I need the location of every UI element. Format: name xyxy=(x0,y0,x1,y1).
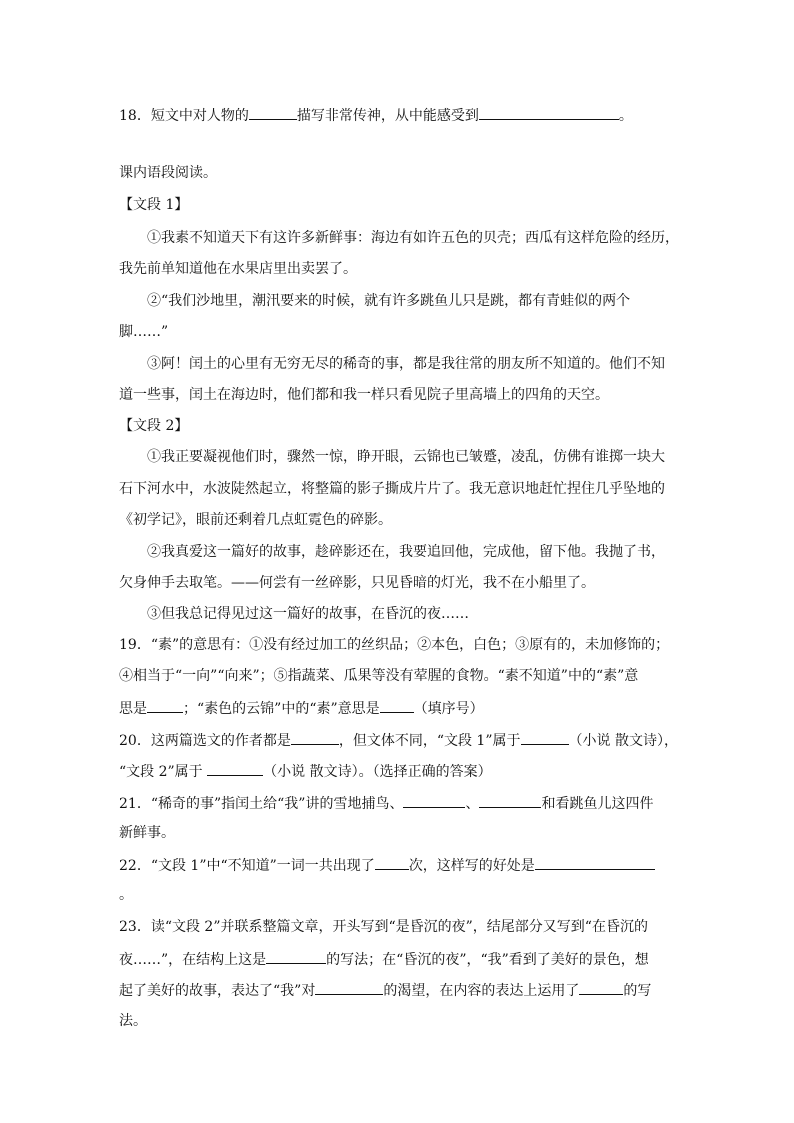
q19-blank-2[interactable] xyxy=(380,697,414,713)
q21-l1a: 21．“稀奇的事”指闰土给“我”讲的雪地捕鸟、 xyxy=(119,796,404,812)
q23-l3a: 起了美好的故事，表达了“我”对 xyxy=(119,983,316,999)
s1-p3-line1: ③阿！闰土的心里有无穷无尽的稀奇的事，都是我往常的朋友所不知道的。他们不知 xyxy=(147,356,665,372)
question-18 xyxy=(119,104,633,124)
q23-line4: 法。 xyxy=(119,1013,147,1029)
q22-line1 xyxy=(119,854,655,874)
q22-line2: 。 xyxy=(119,887,133,903)
q19-l3c: （填序号） xyxy=(413,701,484,717)
q22-l1b: 次，这样写的好处是 xyxy=(408,858,535,874)
q19-l3b: ；“素色的云锦”中的“素”意思是 xyxy=(183,701,380,717)
q21-l1b: 、 xyxy=(465,796,480,812)
q20-l2b: （小说 散文诗）。（选择正确的答案） xyxy=(263,764,492,780)
q23-blank-1[interactable] xyxy=(266,948,326,964)
section-1-heading: 【文段 1】 xyxy=(119,197,189,213)
q19-line1: 19．“素”的意思有：①没有经过加工的丝织品；②本色，白色；③原有的，未加修饰的； xyxy=(119,637,670,653)
q22-blank-2[interactable] xyxy=(535,854,655,870)
q23-blank-3[interactable] xyxy=(579,979,623,995)
s1-p2-line2: 脚……” xyxy=(119,324,169,340)
s2-p2-line1: ②我真爱这一篇好的故事，趁碎影还在，我要追回他，完成他，留下他。我抛了书， xyxy=(147,544,665,560)
q20-blank-3[interactable] xyxy=(207,760,263,776)
q19-l3a: 思是 xyxy=(119,701,147,717)
s1-p1-line2: 我先前单知道他在水果店里出卖罢了。 xyxy=(119,261,357,277)
q18-prefix: 18．短文中对人物的 xyxy=(119,108,249,124)
q23-l3c: 的写 xyxy=(623,983,652,999)
q20-blank-1[interactable] xyxy=(291,729,339,745)
q20-l1c: （小说 散文诗）， xyxy=(568,733,678,749)
q18-suffix: 。 xyxy=(618,108,633,124)
q20-l1a: 20．这两篇选文的作者都是 xyxy=(119,733,291,749)
s2-p3-line1: ③但我总记得见过这一篇好的故事，在昏沉的夜…… xyxy=(147,606,469,622)
q23-l2b: 的写法；在“昏沉的夜”，“我”看到了美好的景色，想 xyxy=(326,952,649,968)
q20-l2a: “文段 2”属于 xyxy=(119,764,208,780)
q20-line2 xyxy=(119,760,492,780)
q23-blank-2[interactable] xyxy=(315,979,383,995)
s2-p1-line1: ①我正要凝视他们时，骤然一惊，睁开眼，云锦也已皱蹙，凌乱，仿佛有谁掷一块大 xyxy=(147,449,665,465)
q20-line1 xyxy=(119,729,678,749)
q21-l1c: 和看跳鱼儿这四件 xyxy=(541,796,654,812)
q23-line3 xyxy=(119,979,651,999)
q18-mid: 描写非常传神，从中能感受到 xyxy=(296,108,479,124)
q19-blank-1[interactable] xyxy=(147,697,183,713)
q18-blank-1[interactable] xyxy=(249,104,297,120)
q19-line2: ④相当于“一向”“向来”；⑤指蔬菜、瓜果等没有荤腥的食物。“素不知道”中的“素”意 xyxy=(119,668,639,684)
q23-line1: 23．读“文段 2”并联系整篇文章，开头写到“是昏沉的夜”，结尾部分又写到“在昏沉的 xyxy=(119,919,648,935)
q19-line3 xyxy=(119,697,484,717)
q22-l1a: 22．“文段 1”中“不知道”一词一共出现了 xyxy=(119,858,375,874)
s1-p3-line2: 道一些事，闰土在海边时，他们都和我一样只看见院子里高墙上的四角的天空。 xyxy=(119,387,609,403)
q18-blank-2[interactable] xyxy=(479,104,619,120)
q20-blank-2[interactable] xyxy=(521,729,569,745)
section-2-heading: 【文段 2】 xyxy=(119,418,189,434)
q21-line1 xyxy=(119,792,653,812)
q20-l1b: ，但文体不同，“文段 1”属于 xyxy=(338,733,521,749)
s2-p1-line3: 《初学记》，眼前还剩着几点虹霓色的碎影。 xyxy=(119,512,392,528)
q23-l2a: 夜……”，在结构上这是 xyxy=(119,952,267,968)
q21-blank-2[interactable] xyxy=(479,792,541,808)
q21-blank-1[interactable] xyxy=(403,792,465,808)
q23-line2 xyxy=(119,948,649,968)
s2-p2-line2: 欠身伸手去取笔。——何尝有一丝碎影，只见昏暗的灯光，我不在小船里了。 xyxy=(119,575,595,591)
s1-p1-line1: ①我素不知道天下有这许多新鲜事：海边有如许五色的贝壳；西瓜有这样危险的经历， xyxy=(147,230,679,246)
q21-line2: 新鲜事。 xyxy=(119,825,175,841)
q22-blank-1[interactable] xyxy=(375,854,409,870)
s2-p1-line2: 石下河水中，水波陡然起立，将整篇的影子撕成片片了。我无意识地赶忙捏住几乎坠地的 xyxy=(119,481,665,497)
s1-p2-line1: ②“我们沙地里，潮汛要来的时候，就有许多跳鱼儿只是跳，都有青蛙似的两个 xyxy=(147,293,631,309)
q23-l3b: 的渴望，在内容的表达上运用了 xyxy=(383,983,580,999)
intro-text: 课内语段阅读。 xyxy=(119,165,217,181)
